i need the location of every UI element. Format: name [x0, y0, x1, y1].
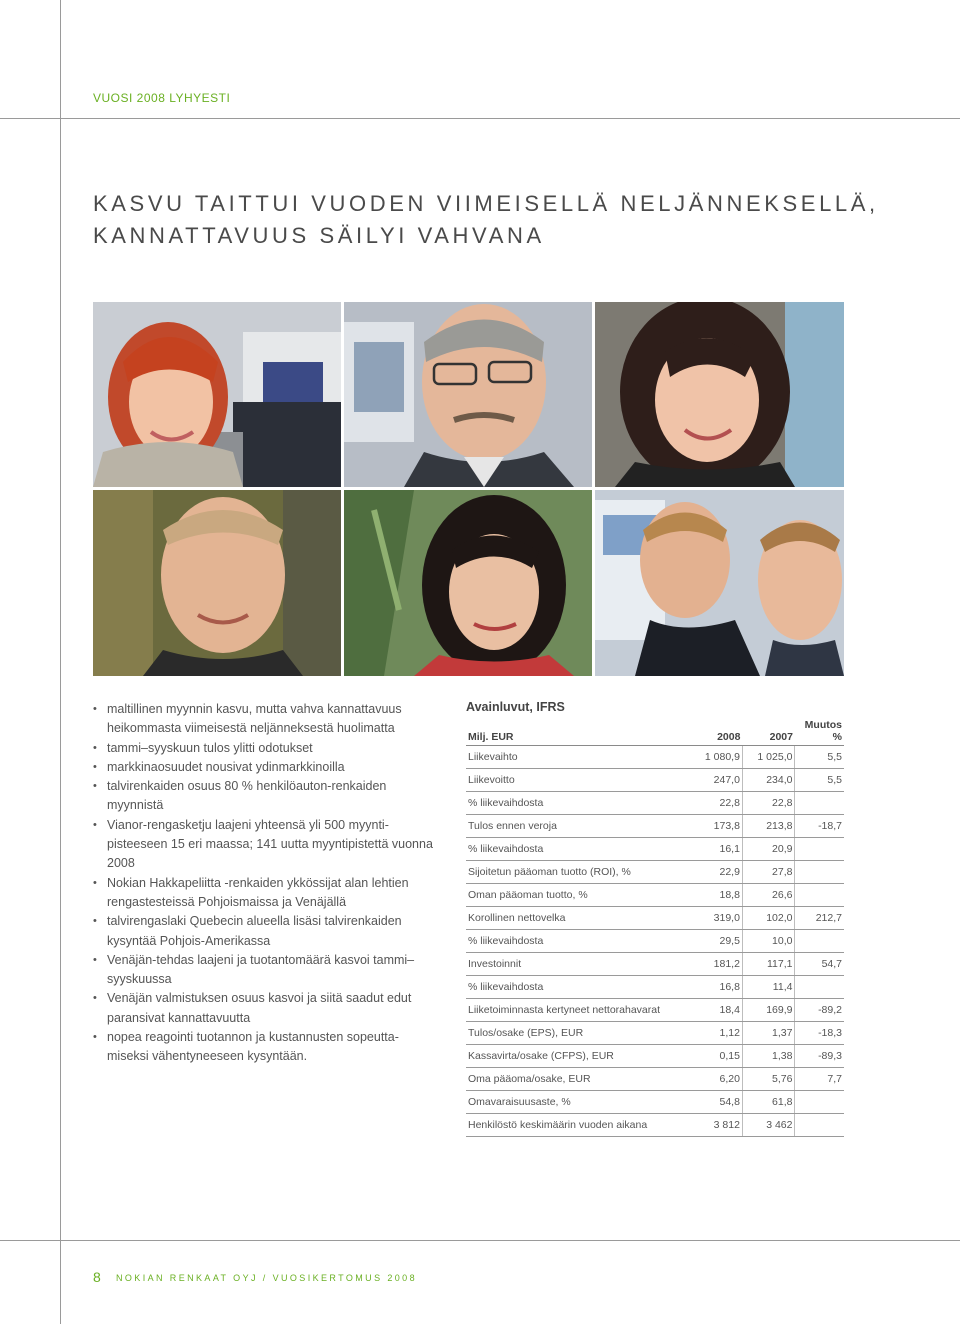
row-label: Korollinen nettovelka: [466, 907, 690, 930]
cell-2007: 234,0: [742, 769, 795, 792]
cell-change: [795, 861, 844, 884]
portrait-photo-two-men: [595, 490, 844, 676]
key-figures-table: [466, 717, 844, 1137]
cell-2007: 5,76: [742, 1068, 795, 1091]
cell-2007: 1 025,0: [742, 746, 795, 769]
cell-change: -18,3: [795, 1022, 844, 1045]
column-header-2007: 2007: [742, 717, 795, 746]
table-row: [466, 999, 844, 1022]
page-headline: [93, 188, 879, 252]
cell-2008: 1 080,9: [690, 746, 742, 769]
portrait-photo-man-glasses: [344, 302, 592, 487]
table-row: [466, 953, 844, 976]
cell-2007: 1,38: [742, 1045, 795, 1068]
cell-2008: 18,8: [690, 884, 742, 907]
cell-change: [795, 884, 844, 907]
portrait-photo-woman-dark-hair: [595, 302, 844, 487]
cell-change: [795, 976, 844, 999]
list-item: • markkinaosuudet nousivat ydinmarkkinoilla: [93, 758, 433, 777]
cell-2007: 20,9: [742, 838, 795, 861]
cell-2008: 16,1: [690, 838, 742, 861]
row-label: Liikevaihto: [466, 746, 690, 769]
highlights-bullet-list: [93, 700, 433, 1067]
row-label: Omavaraisuusaste, %: [466, 1091, 690, 1114]
cell-2007: 3 462: [742, 1114, 795, 1137]
list-item: • Nokian Hakkapeliitta -renkaiden ykkössijat alan lehtien rengastesteissä Pohjoismaissa ja Venäjällä: [93, 874, 433, 913]
page-number: 8: [93, 1269, 101, 1285]
cell-2007: 102,0: [742, 907, 795, 930]
table-row: [466, 1022, 844, 1045]
column-header-2008: 2008: [690, 717, 742, 746]
cell-2008: 6,20: [690, 1068, 742, 1091]
table-row: [466, 930, 844, 953]
row-label: % liikevaihdosta: [466, 976, 690, 999]
row-label: Investoinnit: [466, 953, 690, 976]
cell-2007: 1,37: [742, 1022, 795, 1045]
cell-change: -89,3: [795, 1045, 844, 1068]
row-label: Henkilöstö keskimäärin vuoden aikana: [466, 1114, 690, 1137]
cell-change: 54,7: [795, 953, 844, 976]
table-row: [466, 1091, 844, 1114]
key-figures-body: [466, 746, 844, 1137]
cell-2008: 18,4: [690, 999, 742, 1022]
column-header-change-bottom: %: [832, 731, 842, 743]
row-label: % liikevaihdosta: [466, 838, 690, 861]
column-header-change: [795, 717, 844, 746]
table-row: [466, 1045, 844, 1068]
cell-2007: 117,1: [742, 953, 795, 976]
table-row: [466, 815, 844, 838]
table-row: [466, 907, 844, 930]
key-figures-title: Avainluvut, IFRS: [466, 700, 565, 714]
cell-2007: 11,4: [742, 976, 795, 999]
row-label: Sijoitetun pääoman tuotto (ROI), %: [466, 861, 690, 884]
cell-2008: 22,8: [690, 792, 742, 815]
table-row: [466, 746, 844, 769]
table-row: [466, 1068, 844, 1091]
list-item: • Venäjän valmistuksen osuus kasvoi ja siitä saadut edut paransivat kannattavuutta: [93, 989, 433, 1028]
cell-2008: 1,12: [690, 1022, 742, 1045]
table-row: [466, 884, 844, 907]
table-row: [466, 769, 844, 792]
cell-2007: 61,8: [742, 1091, 795, 1114]
cell-change: 5,5: [795, 746, 844, 769]
table-row: [466, 1114, 844, 1137]
table-row: [466, 792, 844, 815]
list-item: • talvirengaslaki Quebecin alueella lisäsi talvirenkaiden kysyntää Pohjois-Amerikassa: [93, 912, 433, 951]
row-label: Oman pääoman tuotto, %: [466, 884, 690, 907]
cell-2008: 29,5: [690, 930, 742, 953]
row-label: % liikevaihdosta: [466, 930, 690, 953]
cell-2008: 173,8: [690, 815, 742, 838]
cell-2008: 3 812: [690, 1114, 742, 1137]
column-header-label: Milj. EUR: [466, 717, 690, 746]
cell-2007: 213,8: [742, 815, 795, 838]
footer-publication: NOKIAN RENKAAT OYJ / VUOSIKERTOMUS 2008: [116, 1273, 417, 1283]
cell-change: 212,7: [795, 907, 844, 930]
list-item: • Venäjän-tehdas laajeni ja tuotantomäärä kasvoi tammi–syyskuussa: [93, 951, 433, 990]
list-item: • maltillinen myynnin kasvu, mutta vahva kannattavuus heikommasta viimeisestä neljänneksestä huolimatta: [93, 700, 433, 739]
row-label: Liikevoitto: [466, 769, 690, 792]
row-label: Tulos ennen veroja: [466, 815, 690, 838]
portrait-photo-woman-black-hair: [344, 490, 592, 676]
row-label: % liikevaihdosta: [466, 792, 690, 815]
cell-2008: 22,9: [690, 861, 742, 884]
staff-photo-collage: [93, 302, 844, 676]
cell-change: [795, 1091, 844, 1114]
portrait-photo-young-man: [93, 490, 341, 676]
cell-2008: 319,0: [690, 907, 742, 930]
section-label: VUOSI 2008 LYHYESTI: [93, 91, 231, 105]
list-item: • tammi–syyskuun tulos ylitti odotukset: [93, 739, 433, 758]
cell-change: 7,7: [795, 1068, 844, 1091]
row-label: Liiketoiminnasta kertyneet nettorahavarat: [466, 999, 690, 1022]
cell-2008: 181,2: [690, 953, 742, 976]
row-label: Kassavirta/osake (CFPS), EUR: [466, 1045, 690, 1068]
list-item: • Vianor-rengasketju laajeni yhteensä yli 500 myynti-pisteeseen 15 eri maassa; 141 uutta myyntipistettä vuonna 2008: [93, 816, 433, 874]
cell-change: [795, 1114, 844, 1137]
portrait-photo-woman-red-hair: [93, 302, 341, 487]
cell-2007: 27,8: [742, 861, 795, 884]
cell-2007: 26,6: [742, 884, 795, 907]
cell-2007: 169,9: [742, 999, 795, 1022]
top-rule: [0, 118, 960, 119]
headline-line-1: KASVU TAITTUI VUODEN VIIMEISELLÄ NELJÄNNEKSELLÄ,: [93, 191, 879, 216]
table-row: [466, 861, 844, 884]
cell-2008: 54,8: [690, 1091, 742, 1114]
list-item: • nopea reagointi tuotannon ja kustannusten sopeutta-miseksi vähentyneeseen kysyntään.: [93, 1028, 433, 1067]
table-row: [466, 838, 844, 861]
cell-change: [795, 838, 844, 861]
bottom-rule: [0, 1240, 960, 1241]
column-header-change-top: Muutos: [804, 719, 842, 731]
cell-2007: 22,8: [742, 792, 795, 815]
row-label: Oma pääoma/osake, EUR: [466, 1068, 690, 1091]
cell-change: -18,7: [795, 815, 844, 838]
headline-line-2: KANNATTAVUUS SÄILYI VAHVANA: [93, 223, 545, 248]
cell-change: [795, 930, 844, 953]
cell-change: 5,5: [795, 769, 844, 792]
table-row: [466, 976, 844, 999]
cell-change: -89,2: [795, 999, 844, 1022]
row-label: Tulos/osake (EPS), EUR: [466, 1022, 690, 1045]
left-margin-rule: [60, 0, 61, 1324]
cell-2008: 16,8: [690, 976, 742, 999]
cell-2007: 10,0: [742, 930, 795, 953]
table-header-row: [466, 717, 844, 746]
cell-2008: 247,0: [690, 769, 742, 792]
list-item: • talvirenkaiden osuus 80 % henkilöauton-renkaiden myynnistä: [93, 777, 433, 816]
cell-2008: 0,15: [690, 1045, 742, 1068]
cell-change: [795, 792, 844, 815]
